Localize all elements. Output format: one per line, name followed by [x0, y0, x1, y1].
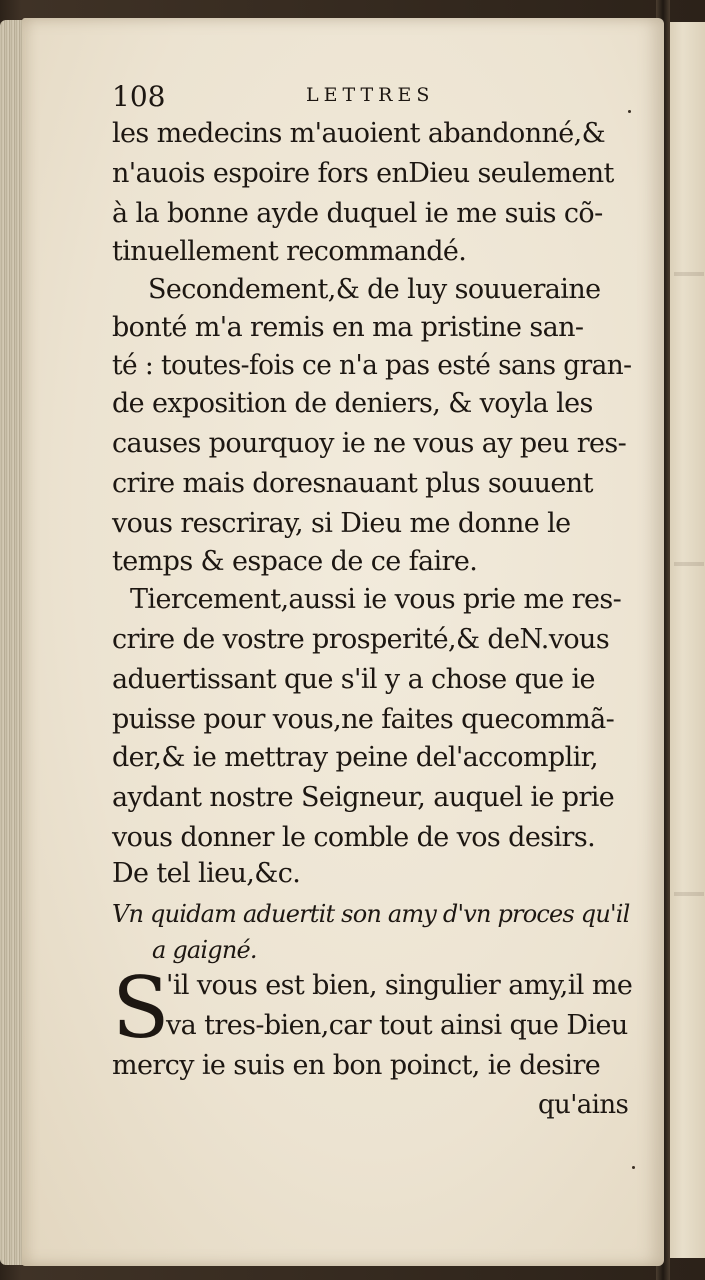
text-line: de exposition de deniers, & voyla les: [112, 388, 593, 419]
letter-heading-line: a gaigné.: [152, 936, 257, 964]
text-line: bonté m'a remis en ma pristine san-: [112, 312, 584, 343]
show-through: [674, 892, 704, 896]
text-line: mercy ie suis en bon poinct, ie desire: [112, 1050, 601, 1081]
text-line: der,& ie mettray peine del'accomplir,: [112, 742, 598, 773]
page-header: [112, 80, 632, 114]
text-line: Secondement,& de luy souueraine: [148, 274, 601, 305]
speck: [628, 110, 631, 113]
running-title: LETTRES: [306, 84, 435, 106]
text-line: Tiercement,aussi ie vous prie me res-: [130, 584, 622, 615]
catchword: qu'ains: [538, 1090, 629, 1120]
drop-capital: S: [112, 959, 170, 1057]
text-line: té : toutes-fois ce n'a pas esté sans gran-: [112, 350, 632, 381]
text-line: crire de vostre prosperité,& deN.vous: [112, 624, 610, 655]
text-line: puisse pour vous,ne faites quecommã-: [112, 704, 615, 735]
page-number: 108: [112, 80, 166, 113]
text-line: aydant nostre Seigneur, auquel ie prie: [112, 782, 615, 813]
text-line: causes pourquoy ie ne vous ay peu res-: [112, 428, 627, 459]
text-line: n'auois espoire fors enDieu seulement: [112, 158, 614, 189]
text-line: vous donner le comble de vos desirs.: [112, 822, 596, 853]
show-through: [674, 562, 704, 566]
letter-heading-line: Vn quidam aduertit son amy d'vn proces qu'il: [112, 900, 630, 928]
speck: [632, 1166, 635, 1169]
page-edges: [0, 20, 24, 1265]
text-line: tinuellement recommandé.: [112, 236, 467, 267]
facing-page-edge: [668, 22, 705, 1258]
text-line: aduertissant que s'il y a chose que ie: [112, 664, 595, 695]
text-line: les medecins m'auoient abandonné,&: [112, 118, 606, 149]
text-line: à la bonne ayde duquel ie me suis cõ-: [112, 198, 603, 229]
text-line: vous rescriray, si Dieu me donne le: [112, 508, 571, 539]
text-line: 'il vous est bien, singulier amy,il me: [166, 970, 633, 1001]
show-through: [674, 272, 704, 276]
text-line: va tres-bien,car tout ainsi que Dieu: [166, 1010, 628, 1041]
text-line: De tel lieu,&c.: [112, 858, 301, 889]
text-line: temps & espace de ce faire.: [112, 546, 478, 577]
text-line: crire mais doresnauant plus souuent: [112, 468, 593, 499]
